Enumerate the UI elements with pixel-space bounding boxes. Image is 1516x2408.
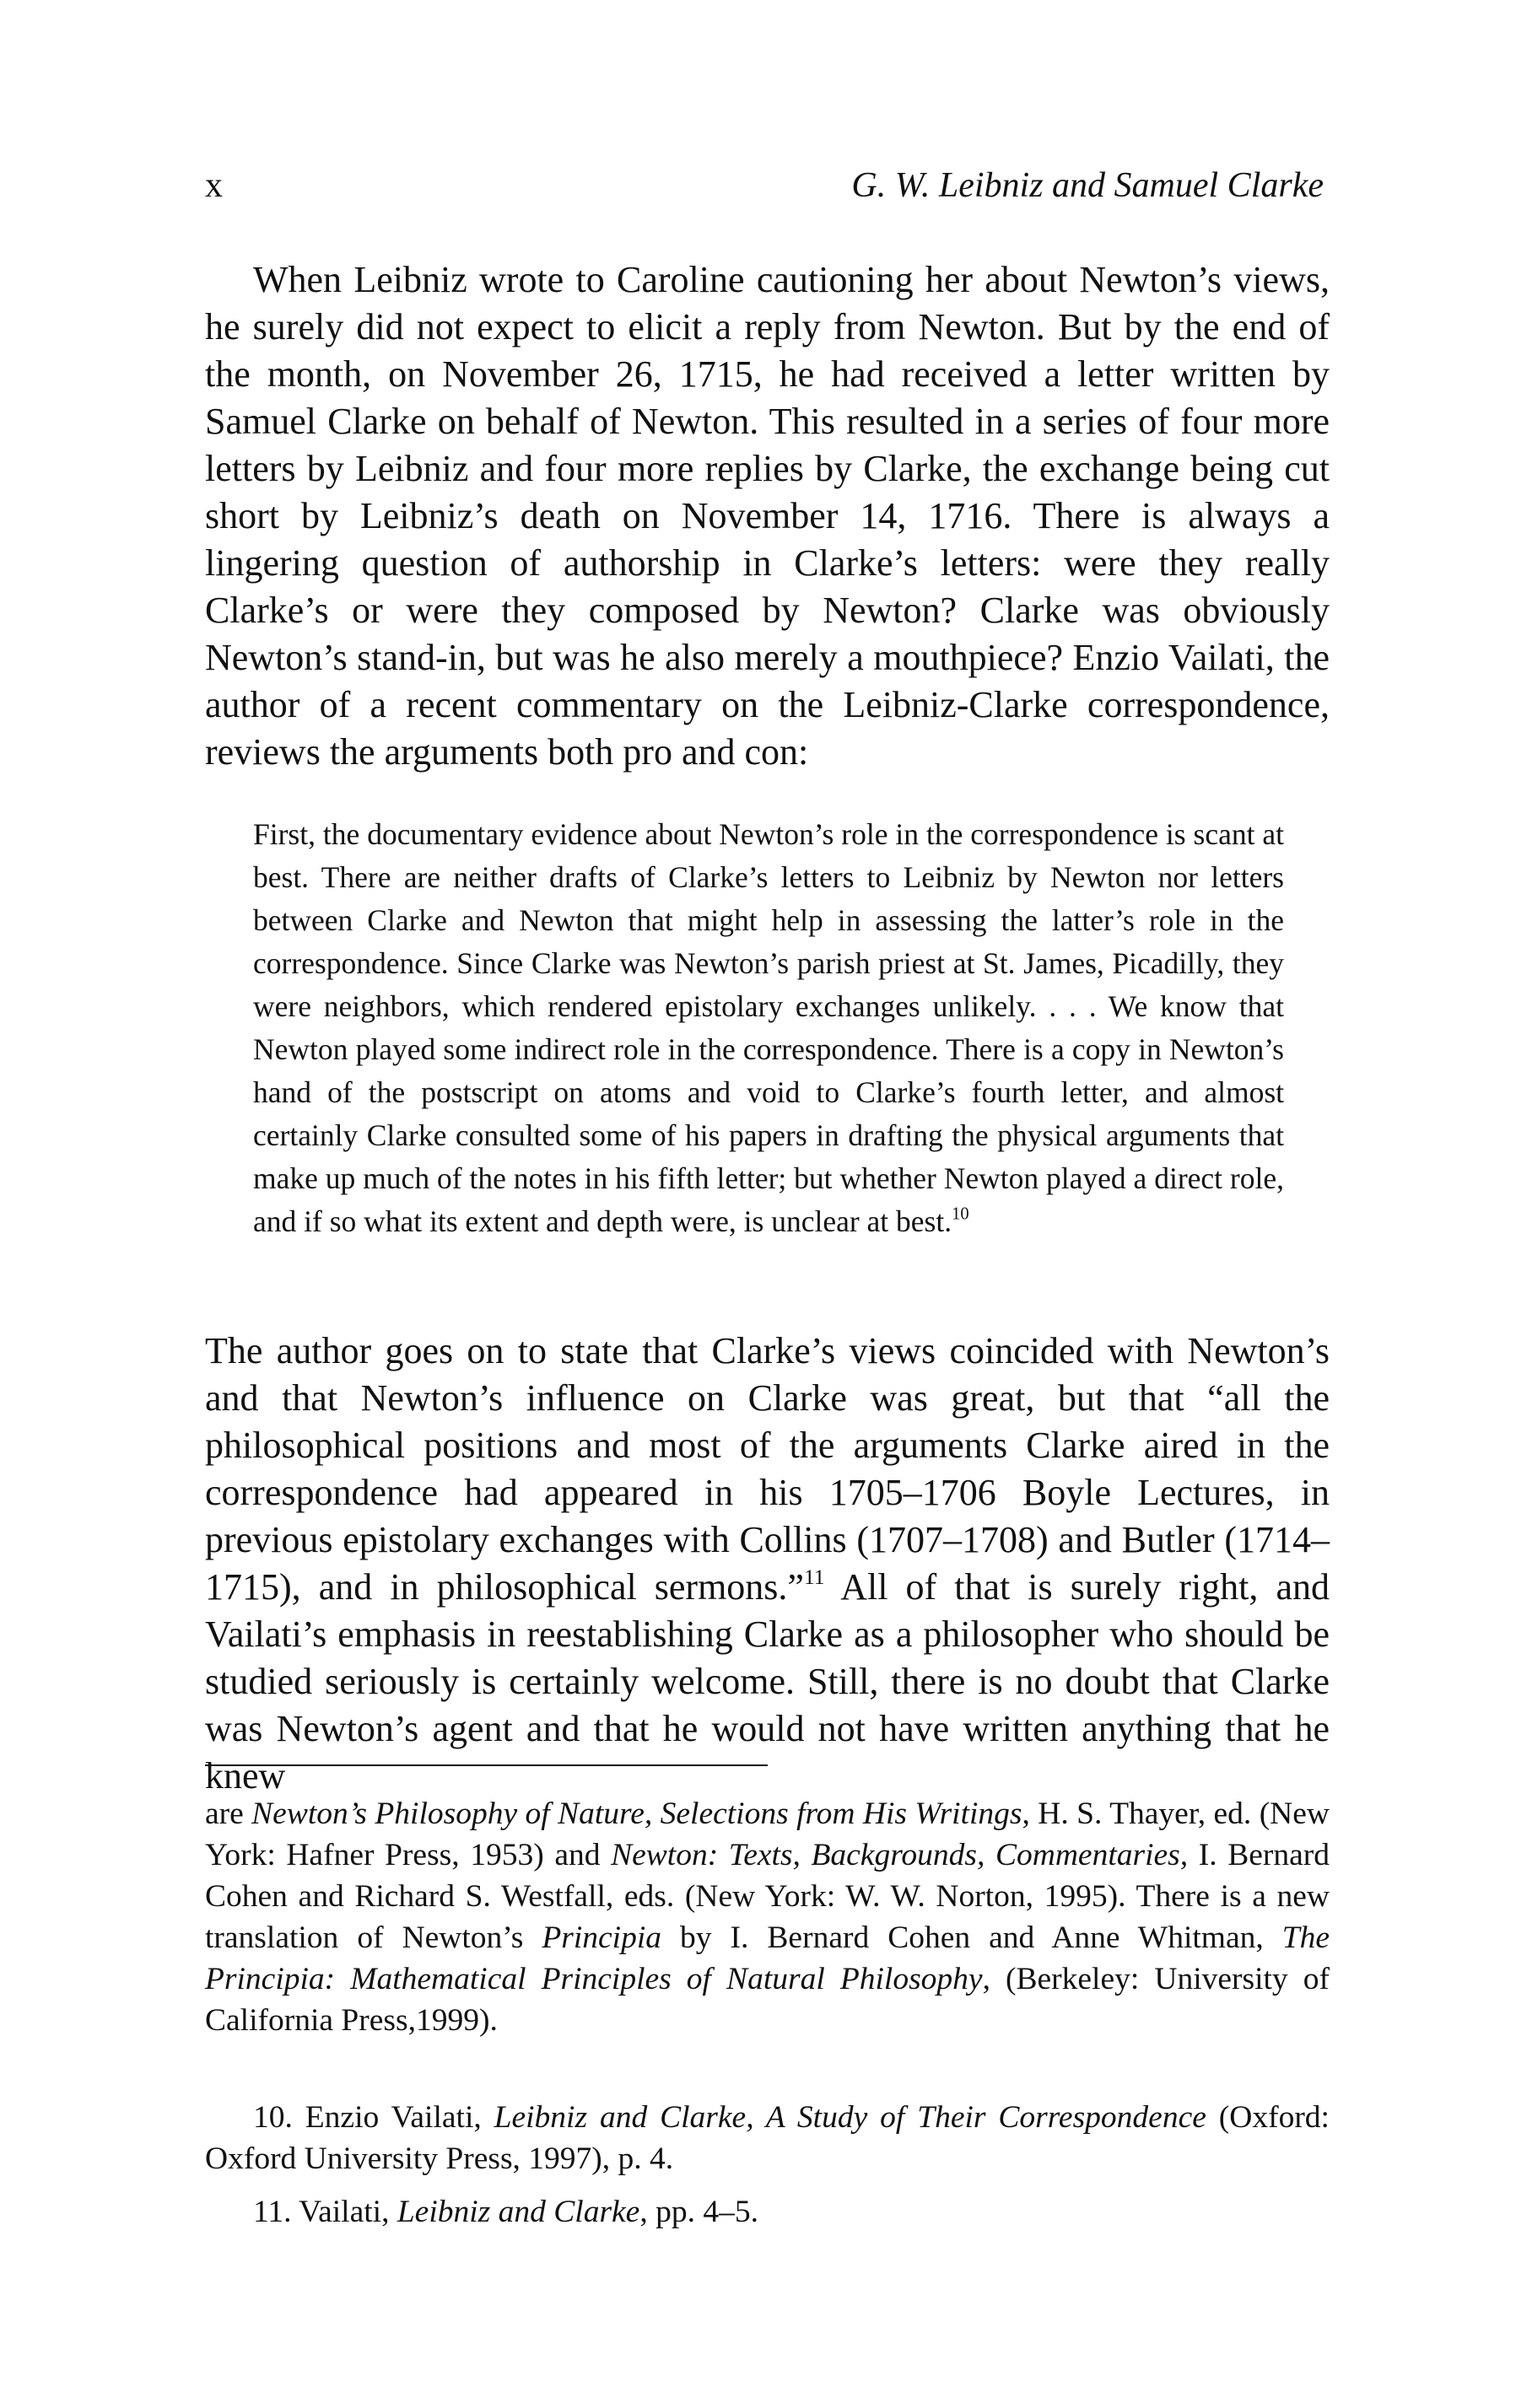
- footnote-text: 11. Vailati,: [253, 2195, 397, 2229]
- footnote-book-title: Newton: Texts, Backgrounds, Commentaries,: [611, 1838, 1189, 1872]
- footnote-text: (Oxford: Oxford University Press, 1997), p. 4.: [205, 2100, 1330, 2176]
- footnote-book-title: Leibniz and Clarke, A Study of Their Correspondence: [494, 2100, 1206, 2135]
- footnote-book-title: Principia: [542, 1920, 661, 1955]
- footnote-ref-11[interactable]: 11: [803, 1565, 825, 1590]
- footnote-text: I. Bernard Cohen and Richard S. Westfall, eds. (New York: W. W. Norton, 1995). There is a new translation of Newton’s: [205, 1838, 1330, 1955]
- block-quote-text: First, the documentary evidence about Newton’s role in the correspondence is scant at best. There are neither drafts of Clarke’s letters to Leibniz by Newton nor letters between Clarke and Newton that might help in assessing the latter’s role in the correspondence. Since Clarke was Newton’s parish priest at St. James, Picadilly, they were neighbors, which rendered epistolary exchanges unlikely. . . . We know that Newton played some indirect role in the correspondence. There is a copy in Newton’s hand of the postscript on atoms and void to Clarke’s fourth letter, and almost certainly Clarke consulted some of his papers in drafting the physical arguments that make up much of the notes in his fifth letter; but whether Newton played a direct role, and if so what its extent and depth were, is unclear at best.: [253, 817, 1284, 1238]
- footnote-10: [205, 2097, 1330, 2179]
- body-paragraph-2-part-2: All of that is surely right, and Vailati’s emphasis in reestablishing Clarke as a philosopher who should be studied seriously is certainly welcome. Still, there is no doubt that Clarke was Newton’s agent and that he would not have written anything that he knew: [205, 1566, 1330, 1797]
- footnote-separator: [205, 1764, 768, 1766]
- footnote-text: , pp. 4–5.: [639, 2195, 758, 2229]
- footnote-text: by I. Bernard Cohen and Anne Whitman,: [661, 1920, 1282, 1955]
- footnote-text: , (Berkeley: University of California Press,1999).: [205, 1962, 1330, 2038]
- footnote-text: 10. Enzio Vailati,: [253, 2100, 494, 2135]
- footnote-book-title: Newton’s Philosophy of Nature, Selections from His Writings: [251, 1797, 1022, 1831]
- footnote-text: , H. S. Thayer, ed. (New York: Hafner Press, 1953) and: [205, 1797, 1330, 1872]
- body-paragraph-1: When Leibniz wrote to Caroline cautioning her about Newton’s views, he surely did not expect to elicit a reply from Newton. But by the end of the month, on November 26, 1715, he had received a letter written by Samuel Clarke on behalf of Newton. This resulted in a series of four more letters by Leibniz and four more replies by Clarke, the exchange being cut short by Leibniz’s death on November 14, 1716. There is always a lingering question of authorship in Clarke’s letters: were they really Clarke’s or were they composed by Newton? Clarke was obviously Newton’s stand-in, but was he also merely a mouthpiece? Enzio Vailati, the author of a recent commentary on the Leibniz-Clarke correspondence, reviews the arguments both pro and con:: [205, 259, 1330, 773]
- footnote-ref-10[interactable]: 10: [952, 1204, 969, 1224]
- block-quote: [253, 813, 1284, 1243]
- running-title: G. W. Leibniz and Samuel Clarke: [851, 166, 1324, 205]
- footnote-book-title: Leibniz and Clarke: [397, 2195, 640, 2229]
- footnote-book-title: The Principia: Mathematical Principles of Natural Philosophy: [205, 1920, 1330, 1996]
- page-header: [205, 165, 1324, 216]
- footnote-text: are: [205, 1797, 252, 1831]
- body-paragraph-2: [205, 1328, 1330, 1800]
- body-paragraph-2-part-1: The author goes on to state that Clarke’s views coincided with Newton’s and that Newton’s influence on Clarke was great, but that “all the philosophical positions and most of the arguments Clarke aired in the correspondence had appeared in his 1705–1706 Boyle Lectures, in previous epistolary exchanges with Collins (1707–1708) and Butler (1714–1715), and in philosophical sermons.”: [205, 1330, 1330, 1608]
- footnote-continued: [205, 1793, 1330, 2041]
- page-number: x: [205, 166, 223, 205]
- footnote-11: [205, 2191, 1330, 2233]
